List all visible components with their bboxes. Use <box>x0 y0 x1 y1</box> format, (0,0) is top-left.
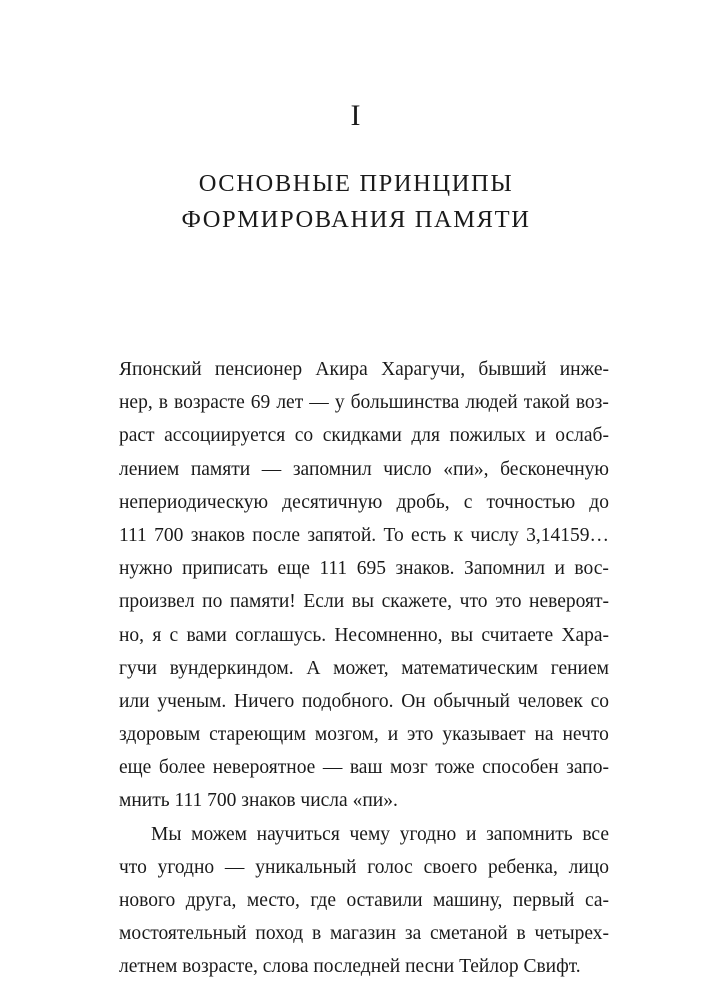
text-line: раст ассоциируется со скидками для пожилых и ослаб- <box>119 425 609 447</box>
text-line: но, я с вами соглашусь. Несомненно, вы считаете Хара- <box>119 624 609 646</box>
chapter-title-line: ОСНОВНЫЕ ПРИНЦИПЫ <box>198 170 514 197</box>
text-line: мнить 111 700 знаков числа «пи». <box>119 790 398 812</box>
text-line: нового друга, место, где оставили машину, первый са- <box>119 890 609 911</box>
text-line: что угодно — уникальный голос своего ребенка, лицо <box>119 856 609 878</box>
paragraph <box>119 818 609 984</box>
text-line: Мы можем научиться чему угодно и запомнить все <box>151 823 609 845</box>
chapter-number: I <box>350 99 362 132</box>
text-line: здоровым стареющим мозгом, и это указывает на нечто <box>119 724 609 746</box>
text-line: нер, в возрасте 69 лет — у большинства людей такой воз- <box>119 392 609 414</box>
text-line: 111 700 знаков после запятой. То есть к числу 3,14159… <box>119 524 609 546</box>
text-line: непериодическую десятичную дробь, с точностью до <box>119 491 609 513</box>
text-line: гучи вундеркиндом. А может, математическим гением <box>119 657 609 679</box>
text-line: мостоятельный поход в магазин за сметаной в четырех- <box>119 923 609 945</box>
text-line: Японский пенсионер Акира Харагучи, бывший инже- <box>119 359 609 380</box>
text-line: или ученым. Ничего подобного. Он обычный человек со <box>119 690 609 712</box>
text-line: произвел по памяти! Если вы скажете, что это невероят- <box>119 591 609 613</box>
text-line: нужно приписать еще 111 695 знаков. Запомнил и вос- <box>119 558 609 580</box>
text-line: лением памяти — запомнил число «пи», бесконечную <box>119 458 609 480</box>
text-line: летнем возрасте, слова последней песни Тейлор Свифт. <box>119 956 581 978</box>
body-text <box>119 353 609 984</box>
chapter-title-line: ФОРМИРОВАНИЯ ПАМЯТИ <box>181 206 531 233</box>
paragraph <box>119 353 609 818</box>
text-line: еще более невероятное — ваш мозг тоже способен запо- <box>119 757 609 779</box>
chapter-title <box>0 166 712 238</box>
